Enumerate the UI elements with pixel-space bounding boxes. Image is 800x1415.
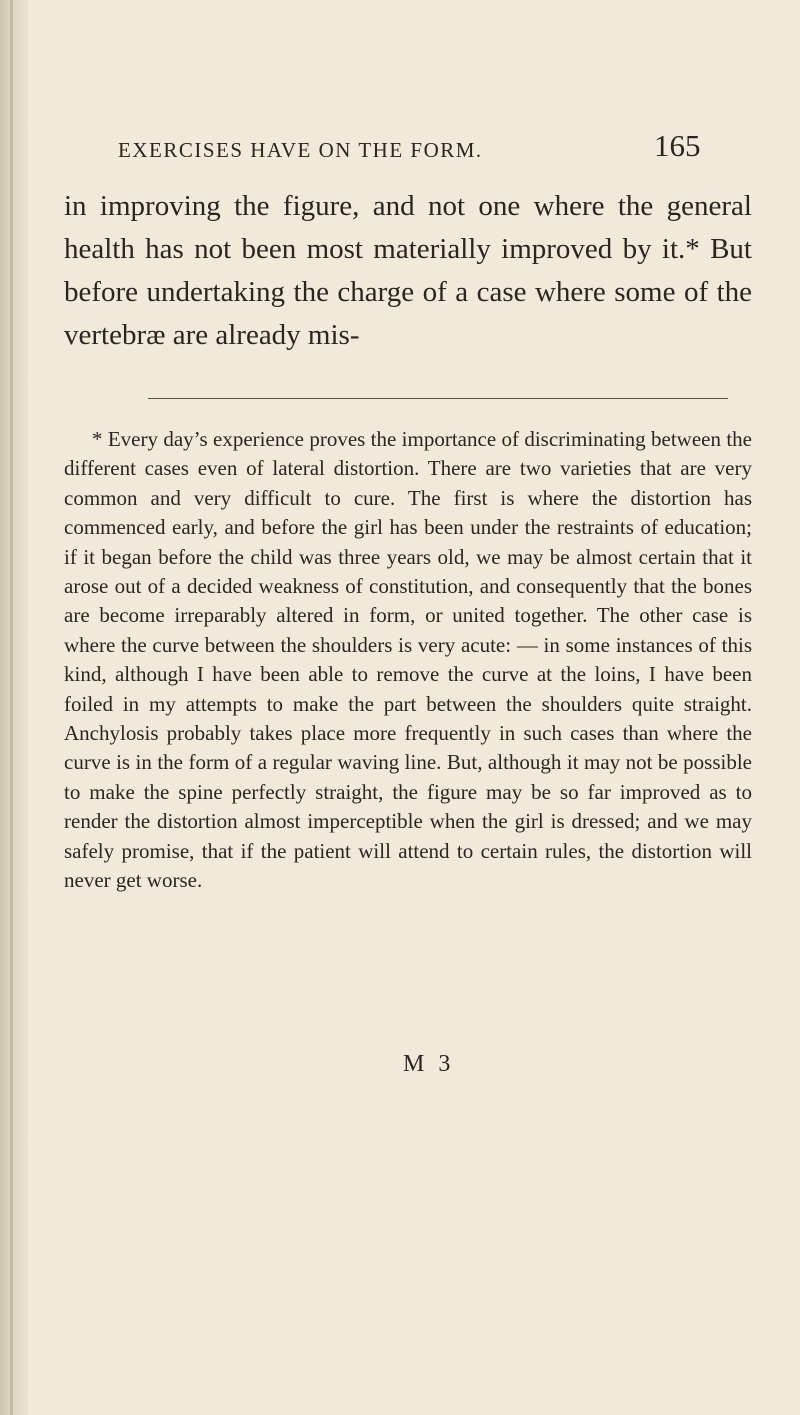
book-gutter bbox=[0, 0, 28, 1415]
signature-mark: M 3 bbox=[403, 1051, 455, 1077]
body-paragraph: in improving the figure, and not one where the general health has not been most materially improved by it.* But before undertaking the charge of a case where some of the vertebræ are already mis- bbox=[64, 190, 752, 351]
running-head: EXERCISES HAVE ON THE FORM. bbox=[118, 138, 483, 162]
footnote: * Every day’s experience proves the importance of discriminating between the different cases even of lateral distortion. There are two varieties that are very common and very difficult to cure. The first is where the distortion has commenced early, and before the girl has been under the restraints of education; if it began before the child was three years old, we may be almost certain that it arose out of a decided weakness of constitution, and consequently that the bones are become irreparably altered in form, or united together. The other case is where the curve between the shoulders is very acute: — in some instances of this kind, although I have been able to remove the curve at the loins, I have been foiled in my attempts to make the part between the shoulders quite straight. Anchylosis probably takes place more frequently in such cases than where the curve is in the form of a regular waving line. But, although it may not be possible to make the spine perfectly straight, the figure may be so far improved as to render the distortion almost imperceptible when the girl is dressed; and we may safely promise, that if the patient will attend to certain rules, the distortion will never get worse. bbox=[64, 427, 752, 893]
footnote-rule bbox=[148, 398, 728, 399]
page-number: 165 bbox=[654, 128, 701, 163]
